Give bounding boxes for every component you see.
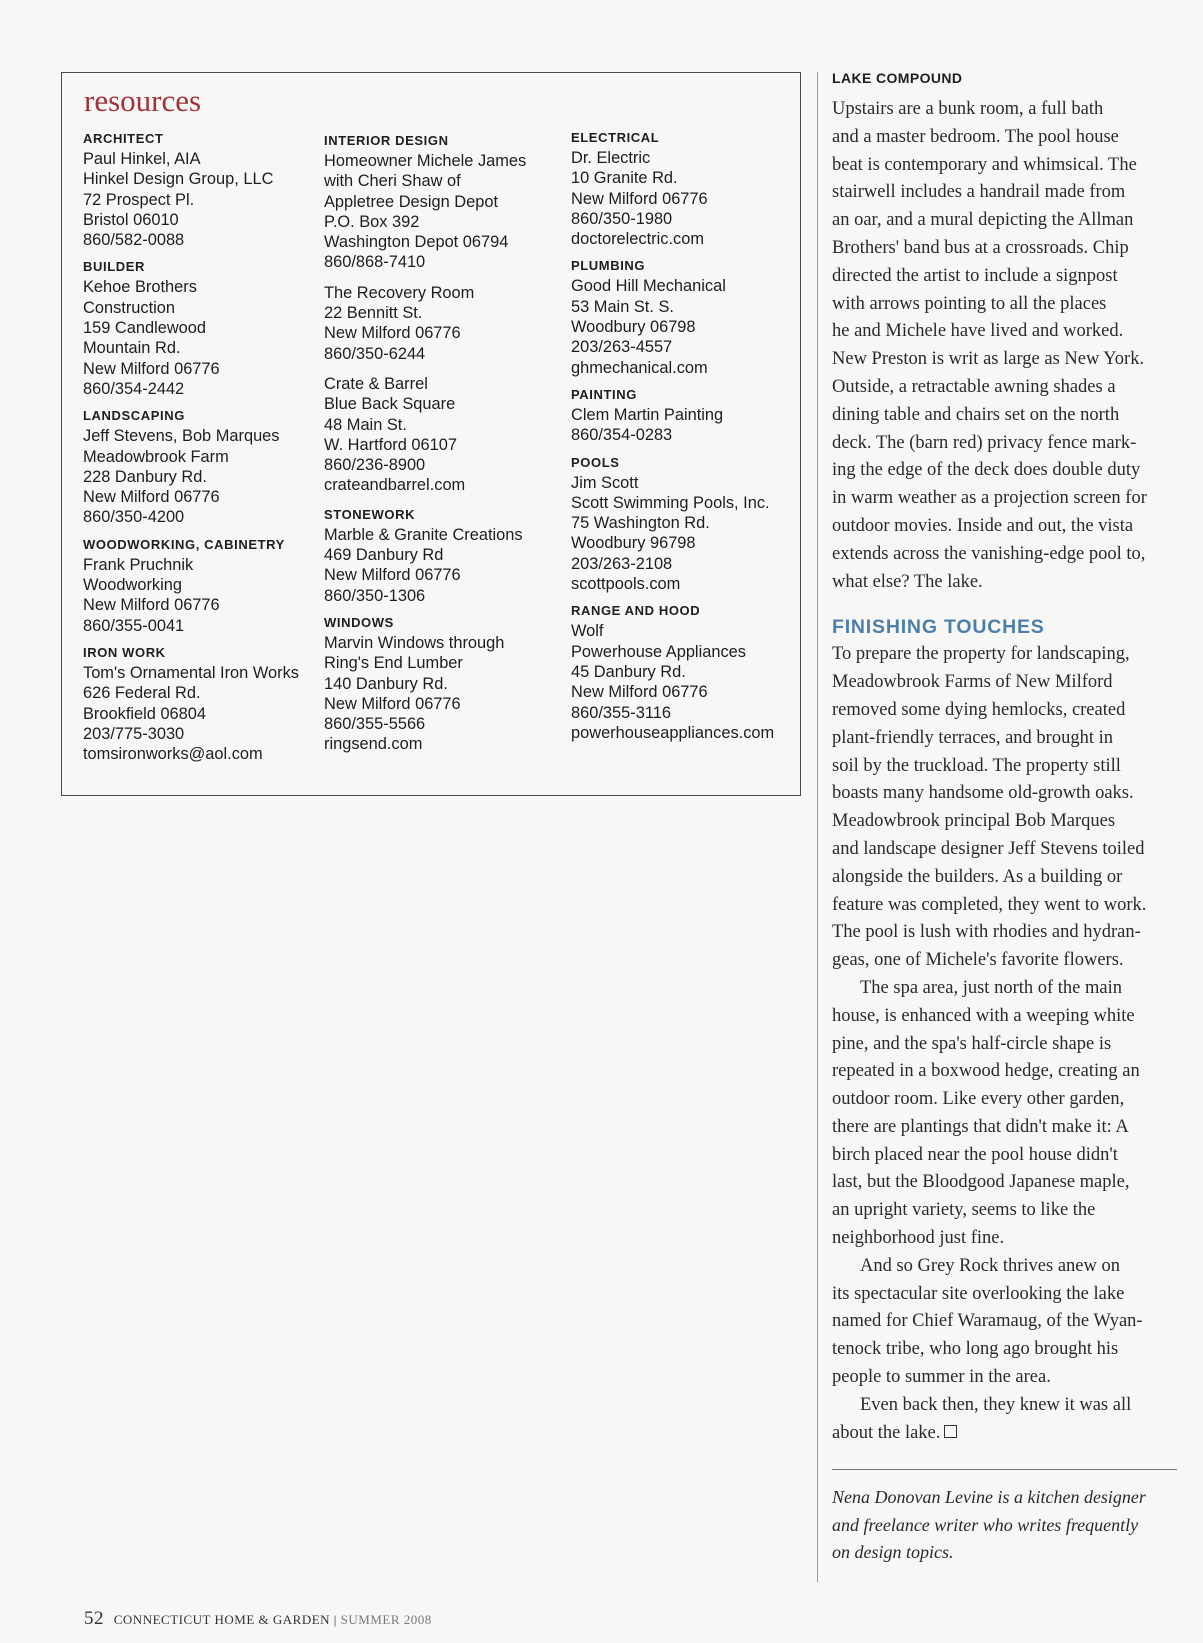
text-line: with arrows pointing to all the places — [832, 293, 1107, 314]
text-line: New Milford 06776 — [83, 488, 220, 507]
text-line: birch placed near the pool house didn't — [832, 1144, 1118, 1165]
text-line: boasts many handsome old-growth oaks. — [832, 783, 1134, 804]
text-line: W. Hartford 06107 — [324, 435, 458, 454]
text-line: tomsironworks@aol.com — [83, 745, 263, 764]
text-line: Washington Depot 06794 — [324, 233, 509, 252]
text-line: an oar, and a mural depicting the Allman — [832, 210, 1134, 231]
end-mark-icon — [944, 1425, 957, 1438]
text-line: Woodbury 96798 — [571, 534, 696, 553]
text-line: 860/354-0283 — [571, 426, 673, 445]
text-line: directed the artist to include a signpost — [832, 265, 1118, 286]
text-line: 159 Candlewood — [83, 319, 207, 338]
text-line: 53 Main St. S. — [571, 297, 674, 316]
article-paragraph-3 — [832, 975, 1182, 1253]
footer-separator: | — [333, 1612, 337, 1627]
text-line: 860/350-1980 — [571, 209, 673, 228]
resource-heading: ELECTRICAL — [571, 130, 660, 145]
text-line: beat is contemporary and whimsical. The — [832, 154, 1137, 175]
resource-section — [571, 386, 797, 446]
resource-heading: POOLS — [571, 454, 620, 470]
resources-title: resources — [84, 83, 202, 118]
resource-section-interior-design — [324, 132, 550, 496]
text-line: in warm weather as a projection screen for — [832, 488, 1147, 509]
text-line: Meadowbrook Farms of New Milford — [832, 672, 1113, 693]
resources-column-2 — [324, 132, 550, 763]
resource-heading: BUILDER — [83, 259, 145, 275]
resource-section — [83, 536, 298, 636]
text-line: pine, and the spa's half-circle shape is — [832, 1033, 1112, 1054]
text-line: 203/263-2108 — [571, 554, 673, 573]
text-line: New Milford 06776 — [324, 324, 461, 343]
text-line: outdoor room. Like every other garden, — [832, 1089, 1125, 1110]
text-line: its spectacular site overlooking the lake — [832, 1283, 1125, 1304]
text-line: Woodbury 06798 — [571, 318, 696, 337]
text-line: named for Chief Waramaug, of the Wyan- — [832, 1311, 1143, 1332]
text-line: Construction — [83, 298, 176, 317]
text-line: 203/775-3030 — [83, 724, 185, 743]
text-line: repeated in a boxwood hedge, creating an — [832, 1061, 1140, 1082]
text-line: Woodworking — [83, 576, 182, 595]
text-line: ghmechanical.com — [571, 358, 708, 377]
text-line: New Milford 06776 — [571, 189, 708, 208]
text-line: 626 Federal Rd. — [83, 684, 201, 703]
text-line: soil by the truckload. The property still — [832, 755, 1121, 776]
resource-section — [571, 454, 797, 595]
text-line: 860/350-6244 — [324, 344, 426, 363]
text-line: 228 Danbury Rd. — [83, 467, 207, 486]
finishing-touches-heading: FINISHING TOUCHES — [832, 616, 1045, 639]
text-line: 75 Washington Rd. — [571, 514, 710, 533]
text-line: feature was completed, they went to work. — [832, 894, 1147, 915]
text-line: The Recovery Room — [324, 283, 475, 302]
text-line: 203/263-4557 — [571, 338, 673, 357]
author-bio — [832, 1484, 1182, 1567]
text-line: tenock tribe, who long ago brought his — [832, 1339, 1119, 1360]
lake-compound-heading: LAKE COMPOUND — [832, 70, 963, 86]
text-line: Hinkel Design Group, LLC — [83, 170, 274, 189]
text-line: Bristol 06010 — [83, 210, 179, 229]
text-line: on design topics. — [832, 1542, 954, 1563]
text-line: 140 Danbury Rd. — [324, 674, 448, 693]
text-line: Marvin Windows through — [324, 633, 505, 652]
text-line: Clem Martin Painting — [571, 405, 724, 424]
text-line: Outside, a retractable awning shades a — [832, 376, 1116, 397]
text-line: Powerhouse Appliances — [571, 642, 746, 661]
text-line: 48 Main St. — [324, 415, 407, 434]
text-line: there are plantings that didn't make it: A — [832, 1116, 1129, 1137]
text-line: New Milford 06776 — [571, 683, 708, 702]
text-line: 860/355-5566 — [324, 715, 426, 734]
issue-date: SUMMER 2008 — [340, 1612, 432, 1627]
text-line: Dr. Electric — [571, 149, 651, 167]
text-line: and landscape designer Jeff Stevens toiled — [832, 838, 1145, 859]
text-line: Frank Pruchnik — [83, 555, 194, 574]
text-line: 860/355-3116 — [571, 703, 671, 722]
text-line: neighborhood just fine. — [832, 1228, 1005, 1249]
text-line: 72 Prospect Pl. — [83, 190, 195, 209]
text-line: and freelance writer who writes frequently — [832, 1514, 1139, 1535]
resource-heading: WINDOWS — [324, 614, 394, 630]
text-line: an upright variety, seems to like the — [832, 1200, 1096, 1221]
article-column — [832, 70, 1182, 1567]
text-line: powerhouseappliances.com — [571, 723, 775, 742]
text-line: New Milford 06776 — [83, 359, 220, 378]
text-line: plant-friendly terraces, and brought in — [832, 727, 1113, 748]
text-line: what else? The lake. — [832, 571, 983, 592]
text-line: 45 Danbury Rd. — [571, 662, 686, 681]
text-line: outdoor movies. Inside and out, the vista — [832, 515, 1134, 536]
publication-name: CONNECTICUT HOME & GARDEN — [113, 1612, 331, 1627]
text-line: Mountain Rd. — [83, 339, 181, 358]
resource-entry — [324, 283, 550, 364]
text-line: 22 Bennitt St. — [324, 304, 423, 323]
text-line: ing the edge of the deck does double duty — [832, 460, 1141, 481]
resources-column-1 — [83, 130, 298, 772]
text-line: Blue Back Square — [324, 395, 456, 414]
resources-column-3 — [571, 129, 797, 751]
resource-section — [324, 506, 550, 606]
text-line: The pool is lush with rhodies and hydran- — [832, 922, 1141, 943]
text-line: New Preston is writ as large as New York. — [832, 349, 1145, 370]
text-line: Jim Scott — [571, 473, 639, 492]
text-line: 860/236-8900 — [324, 456, 426, 475]
text-line: house, is enhanced with a weeping white — [832, 1005, 1135, 1026]
text-line: geas, one of Michele's favorite flowers. — [832, 950, 1124, 971]
text-line: 860/350-1306 — [324, 586, 426, 605]
text-line: Upstairs are a bunk room, a full bath — [832, 99, 1104, 119]
text-line: he and Michele have lived and worked. — [832, 321, 1124, 342]
resource-section — [571, 129, 797, 249]
text-line: 860/868-7410 — [324, 253, 426, 272]
text-line: doctorelectric.com — [571, 230, 704, 249]
text-line: with Cheri Shaw of — [324, 172, 461, 191]
resource-heading: PLUMBING — [571, 258, 646, 274]
text-line: Nena Donovan Levine is a kitchen designer — [832, 1487, 1146, 1508]
text-line: And so Grey Rock thrives anew on — [860, 1255, 1120, 1276]
text-line: 860/350-4200 — [83, 508, 185, 527]
resource-heading: PAINTING — [571, 386, 637, 402]
text-line: scottpools.com — [571, 575, 681, 594]
text-line: Jeff Stevens, Bob Marques — [83, 427, 280, 446]
text-line: New Milford 06776 — [324, 694, 461, 713]
text-line: stairwell includes a handrail made from — [832, 182, 1126, 203]
text-line: about the lake. — [832, 1422, 941, 1443]
resource-entry — [324, 151, 550, 273]
text-line: P.O. Box 392 — [324, 212, 420, 231]
text-line: 469 Danbury Rd — [324, 546, 444, 565]
text-line: Brookfield 06804 — [83, 704, 207, 723]
text-line: and a master bedroom. The pool house — [832, 126, 1119, 147]
resource-entry — [324, 374, 550, 496]
article-paragraph-5 — [832, 1392, 1182, 1448]
page-footer — [84, 1608, 432, 1630]
article-paragraph-1 — [832, 96, 1182, 596]
text-line: Ring's End Lumber — [324, 654, 463, 673]
text-line: Scott Swimming Pools, Inc. — [571, 493, 770, 512]
text-line: New Milford 06776 — [83, 596, 220, 615]
text-line: Meadowbrook principal Bob Marques — [832, 811, 1116, 832]
resource-section — [83, 258, 298, 399]
text-line: Wolf — [571, 622, 604, 641]
resource-heading: ARCHITECT — [83, 131, 164, 146]
text-line: Brothers' band bus at a crossroads. Chip — [832, 237, 1129, 258]
resource-heading: LANDSCAPING — [83, 408, 185, 424]
resource-heading: IRON WORK — [83, 644, 166, 660]
resource-heading: RANGE AND HOOD — [571, 603, 701, 619]
resource-section — [83, 644, 298, 764]
resource-heading: WOODWORKING, CABINETRY — [83, 536, 285, 552]
text-line: people to summer in the area. — [832, 1367, 1051, 1388]
article-paragraph-4 — [832, 1253, 1182, 1392]
text-line: Marble & Granite Creations — [324, 525, 523, 544]
text-line: Tom's Ornamental Iron Works — [83, 663, 299, 682]
text-line: dining table and chairs set on the north — [832, 404, 1120, 425]
column-divider — [817, 72, 818, 1582]
text-line: New Milford 06776 — [324, 566, 461, 585]
text-line: Meadowbrook Farm — [83, 447, 229, 466]
resource-section — [324, 614, 550, 755]
text-line: 10 Granite Rd. — [571, 169, 678, 188]
resource-heading: STONEWORK — [324, 506, 416, 522]
resource-section — [83, 130, 298, 250]
text-line: removed some dying hemlocks, created — [832, 699, 1126, 720]
article-paragraph-2 — [832, 641, 1182, 975]
text-line: Appletree Design Depot — [324, 192, 499, 211]
text-line: Crate & Barrel — [324, 374, 428, 393]
page-number: 52 — [84, 1608, 104, 1629]
resource-section — [571, 257, 797, 377]
resource-heading: INTERIOR DESIGN — [324, 133, 449, 148]
text-line: last, but the Bloodgood Japanese maple, — [832, 1172, 1130, 1193]
text-line: Paul Hinkel, AIA — [83, 150, 201, 168]
text-line: 860/354-2442 — [83, 379, 185, 398]
text-line: ringsend.com — [324, 735, 423, 754]
text-line: alongside the builders. As a building or — [832, 866, 1123, 887]
text-line: Homeowner Michele James — [324, 152, 527, 170]
text-line: crateandbarrel.com — [324, 476, 466, 495]
text-line: To prepare the property for landscaping, — [832, 644, 1130, 665]
bio-divider — [832, 1469, 1177, 1470]
text-line: Even back then, they knew it was all — [860, 1394, 1132, 1415]
resource-section — [83, 407, 298, 527]
text-line: 860/582-0088 — [83, 231, 185, 250]
text-line: deck. The (barn red) privacy fence mark- — [832, 432, 1137, 453]
text-line: The spa area, just north of the main — [860, 977, 1122, 998]
text-line: extends across the vanishing-edge pool to, — [832, 543, 1146, 564]
text-line: 860/355-0041 — [83, 616, 185, 635]
text-line: Good Hill Mechanical — [571, 277, 726, 296]
resource-section — [571, 602, 797, 743]
text-line: Kehoe Brothers — [83, 278, 197, 297]
